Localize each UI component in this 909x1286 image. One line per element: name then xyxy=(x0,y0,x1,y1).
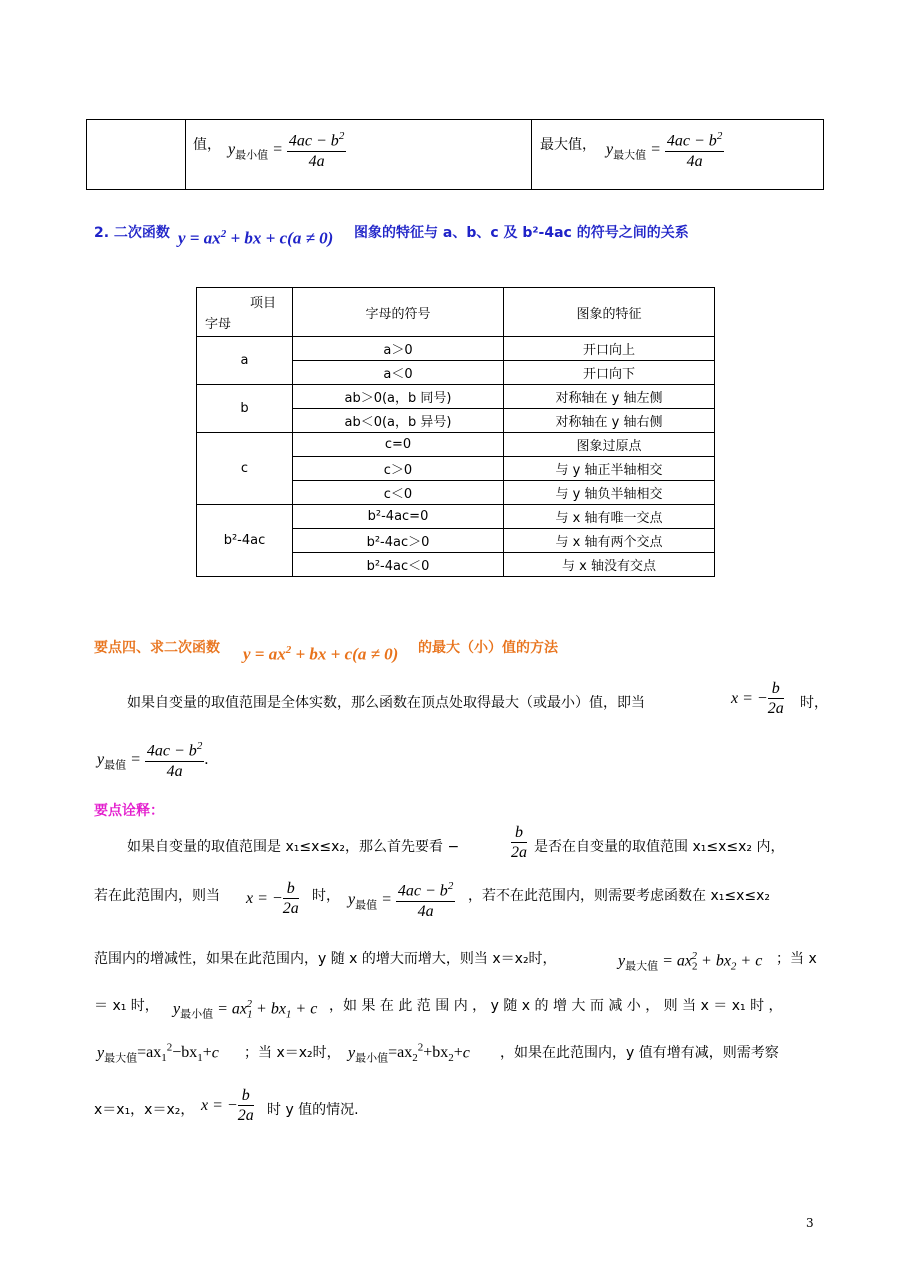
feature-cell: 与 x 轴没有交点 xyxy=(504,553,715,577)
header-letter-label: 字母 xyxy=(205,317,232,332)
para2-line2c: ，若不在此范围内，则需要考虑函数在 x₁≤x≤x₂ xyxy=(468,888,770,904)
para2-frac1: $\frac{b}{2a}$ xyxy=(511,824,527,862)
feature-cell: 图象过原点 xyxy=(504,433,715,457)
header-diagonal-cell xyxy=(197,288,293,337)
letter-b: b xyxy=(197,385,293,433)
feature-cell: 开口向下 xyxy=(504,361,715,385)
feature-cell: 开口向上 xyxy=(504,337,715,361)
para1-text: 如果自变量的取值范围是全体实数，那么函数在顶点处取得最大（或最小）值，即当 xyxy=(127,695,645,711)
para2-ymin-formula: $y_{最小值} = ax_1^2 + bx_1 + c$ xyxy=(173,998,318,1021)
sign-feature-table xyxy=(196,287,715,577)
sign-cell: b²-4ac＞0 xyxy=(293,529,504,553)
para2-line1a: 如果自变量的取值范围是 x₁≤x≤x₂，那么首先要看 − xyxy=(127,839,460,855)
para2-line3a: 范围内的增减性，如果在此范围内，y 随 x 的增大而增大，则当 x＝x₂时， xyxy=(94,951,557,967)
para2-line4b: ，如 果 在 此 范 围 内 ， y 随 x 的 增 大 而 减 小 ， 则 当 x ＝ x₁ 时 ， xyxy=(329,998,783,1014)
top-table-divider-1 xyxy=(185,120,186,189)
section2-suffix: 图象的特征与 a、b、c 及 b²-4ac 的符号之间的关系 xyxy=(354,225,689,241)
header-item-label: 项目 xyxy=(249,296,276,311)
feature-cell: 对称轴在 y 轴右侧 xyxy=(504,409,715,433)
sign-cell: c＞0 xyxy=(293,457,504,481)
sign-cell: ab＜0(a，b 异号) xyxy=(293,409,504,433)
feature-cell: 对称轴在 y 轴左侧 xyxy=(504,385,715,409)
feature-cell: 与 x 轴有两个交点 xyxy=(504,529,715,553)
sign-cell: b²-4ac＜0 xyxy=(293,553,504,577)
letter-c: c xyxy=(197,433,293,505)
section4-suffix: 的最大（小）值的方法 xyxy=(418,640,558,656)
sign-cell: b²-4ac=0 xyxy=(293,505,504,529)
feature-cell: 与 y 轴负半轴相交 xyxy=(504,481,715,505)
para1-tail: 时， xyxy=(800,695,828,711)
para2-line1b: 是否在自变量的取值范围 x₁≤x≤x₂ 内， xyxy=(534,839,785,855)
para2-line5b: ，如果在此范围内，y 值有增有减，则需考察 xyxy=(500,1045,779,1061)
top-right-label: 最大值， xyxy=(540,137,596,153)
sign-cell: a＞0 xyxy=(293,337,504,361)
para2-line2b: 时， xyxy=(312,888,340,904)
sign-cell: ab＞0(a，b 同号) xyxy=(293,385,504,409)
section2-prefix: 2. 二次函数 xyxy=(94,225,170,241)
top-middle-formula: $y_{最小值}$ = $\frac{4ac - b^2}{4a}$ xyxy=(228,130,345,170)
page-number: 3 xyxy=(806,1216,814,1230)
para2-x-formula-2: x = − $\frac{b}{2a}$ xyxy=(201,1087,254,1125)
para2-line6a: x＝x₁，x＝x₂， xyxy=(94,1102,195,1118)
para2-line6b: 时 y 值的情况. xyxy=(267,1102,359,1118)
para2-line5a: ；当 x＝x₂时， xyxy=(244,1045,341,1061)
para2-x-formula: x = − $\frac{b}{2a}$ xyxy=(246,880,299,918)
para1-y-formula: $y_{最值}$ = $\frac{4ac - b^2}{4a}$ . xyxy=(97,740,209,780)
note-heading: 要点诠释： xyxy=(94,803,164,819)
para2-y-formula: $y_{最值}$ = $\frac{4ac - b^2}{4a}$ xyxy=(348,880,454,920)
para2-ymax2-formula: $y_{最大值}=ax_1^2-bx_1+c$ xyxy=(97,1042,219,1065)
para2-line3b: ；当 x xyxy=(776,951,817,967)
para1-vertex-formula: x = − $\frac{b}{2a}$ xyxy=(731,680,784,718)
section4-formula: $y = ax^2$ + bx + c(a ≠ 0) xyxy=(243,644,399,664)
letter-a: a xyxy=(197,337,293,385)
header-feature: 图象的特征 xyxy=(504,288,715,337)
section4-prefix: 要点四、求二次函数 xyxy=(94,640,220,656)
sign-cell: c=0 xyxy=(293,433,504,457)
sign-cell: c＜0 xyxy=(293,481,504,505)
para2-line2a: 若在此范围内，则当 xyxy=(94,888,220,904)
feature-cell: 与 y 轴正半轴相交 xyxy=(504,457,715,481)
para2-ymax-formula: $y_{最大值} = ax_2^2 + bx_2 + c$ xyxy=(618,950,763,973)
section2-formula: $y = ax^2$ + bx + c(a ≠ 0) xyxy=(178,228,334,248)
top-right-formula: $y_{最大值}$ = $\frac{4ac - b^2}{4a}$ xyxy=(606,130,723,170)
top-middle-label: 值， xyxy=(193,137,221,153)
feature-cell: 与 x 轴有唯一交点 xyxy=(504,505,715,529)
sign-cell: a＜0 xyxy=(293,361,504,385)
top-table-divider-2 xyxy=(531,120,532,189)
para2-line4a: ＝ x₁ 时， xyxy=(94,998,159,1014)
header-sign: 字母的符号 xyxy=(293,288,504,337)
para2-ymin2-formula: $y_{最小值}=ax_2^2+bx_2+c$ xyxy=(348,1042,470,1065)
letter-discriminant: b²-4ac xyxy=(197,505,293,577)
